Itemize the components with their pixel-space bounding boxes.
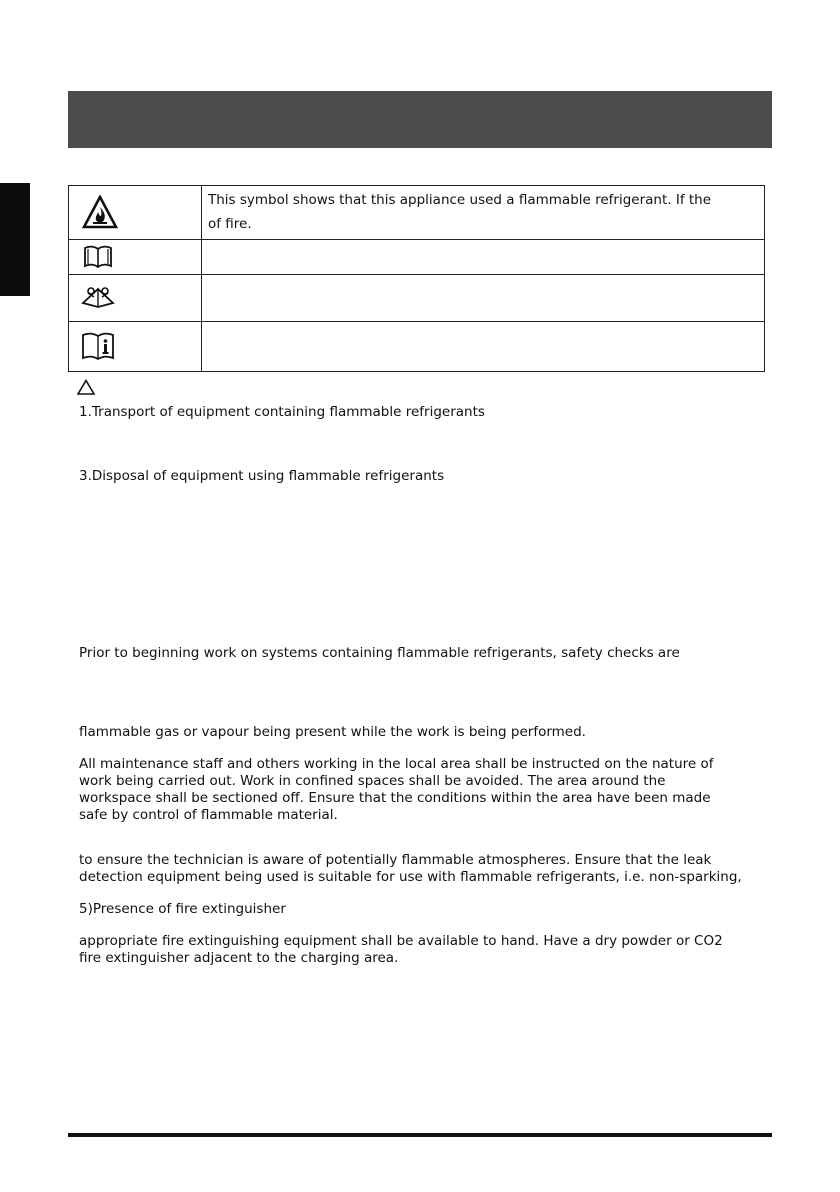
symbol-description-line2: of fire. [208, 216, 252, 232]
technician-line: detection equipment being used is suitable for use with flammable refrigerants, i.e. non-sparking, [79, 869, 742, 885]
flammable-refrigerant-warning-icon [82, 195, 118, 231]
symbol-row-service-manual [69, 275, 765, 322]
disposal-heading: 3.Disposal of equipment using flammable refrigerants [79, 468, 445, 484]
caution-triangle-icon [77, 379, 95, 395]
technician-line: to ensure the technician is aware of potentially flammable atmospheres. Ensure that the leak [79, 852, 712, 868]
extinguisher-line: appropriate fire extinguishing equipment shall be available to hand. Have a dry powder or CO2 [79, 933, 723, 949]
footer-rule [68, 1133, 772, 1137]
symbol-table [68, 185, 765, 372]
maintenance-paragraph [79, 756, 714, 824]
symbol-description-operator-manual [202, 240, 765, 275]
extinguisher-heading: 5)Presence of fire extinguisher [79, 901, 286, 917]
symbol-row-flammable [69, 186, 765, 240]
symbol-description-service-manual [202, 275, 765, 322]
maintenance-line: workspace shall be sectioned off. Ensure that the conditions within the area have been made [79, 790, 711, 806]
extinguisher-line: fire extinguisher adjacent to the charging area. [79, 950, 399, 966]
operator-manual-icon [83, 244, 113, 270]
maintenance-line: work being carried out. Work in confined spaces shall be avoided. The area around the [79, 773, 666, 789]
flammable-gas-text: flammable gas or vapour being present while the work is being performed. [79, 724, 586, 740]
technician-paragraph [79, 852, 742, 886]
symbol-description-line1: This symbol shows that this appliance used a flammable refrigerant. If the [208, 192, 712, 208]
symbol-description-information-manual [202, 322, 765, 372]
language-side-tab [0, 183, 30, 296]
maintenance-line: All maintenance staff and others working in the local area shall be instructed on the nature of [79, 756, 714, 772]
maintenance-line: safe by control of flammable material. [79, 807, 338, 823]
transport-heading: 1.Transport of equipment containing flammable refrigerants [79, 404, 485, 420]
symbol-row-operator-manual [69, 240, 765, 275]
section-header-bar [68, 91, 772, 148]
symbol-row-information-manual [69, 322, 765, 372]
service-manual-icon [80, 283, 116, 309]
information-manual-icon [81, 331, 115, 361]
extinguisher-paragraph [79, 933, 723, 967]
prior-checks-text: Prior to beginning work on systems containing flammable refrigerants, safety checks are [79, 645, 680, 661]
